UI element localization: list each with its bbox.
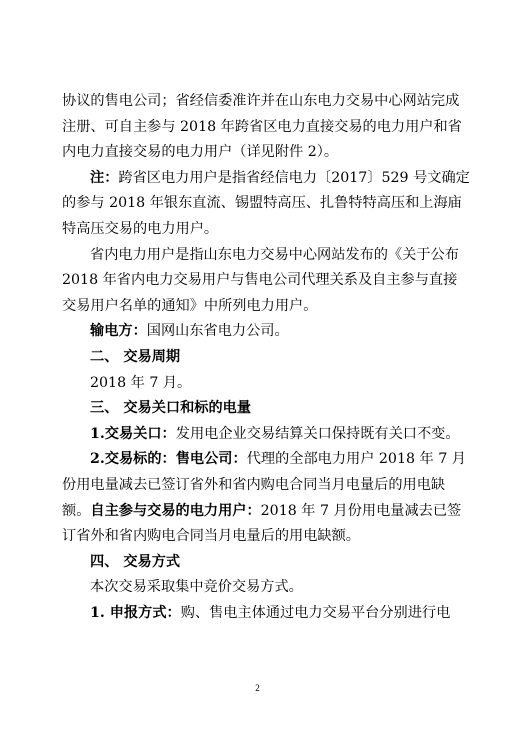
text-line: 协议的售电公司；省经信委准许并在山东电力交易中心网站完成 [62, 93, 460, 109]
note-line: 注：跨省区电力用户是指省经信电力〔2017〕529 号文确定 [90, 169, 470, 186]
declaration-method-line: 1. 申报方式：购、售电主体通过电力交易平台分别进行电 [90, 604, 451, 621]
text-line: 内电力直接交易的电力用户（详见附件 2）。 [62, 144, 339, 161]
transmission-party-label: 输电方： [90, 323, 147, 340]
text-line: 的参与 2018 年银东直流、锡盟特高压、扎鲁特特高压和上海庙 [62, 195, 462, 212]
section-heading-trading-period: 二、 交易周期 [90, 348, 181, 365]
trading-target-label: 2.交易标的：售电公司： [90, 451, 247, 468]
document-body [62, 89, 470, 626]
declaration-method-label: 1. 申报方式： [90, 604, 181, 621]
section-heading-trading-gateway: 三、 交易关口和标的电量 [90, 400, 252, 417]
text-line: 省内电力用户是指山东电力交易中心网站发布的《关于公布 [90, 246, 459, 263]
text-line: 份用电量减去已签订省外和省内购电合同当月电量后的用电缺 [62, 476, 446, 493]
text-line: 2018 年 7 月。 [90, 374, 192, 391]
text-line: 注册、可自主参与 2018 年跨省区电力直接交易的电力用户和省 [62, 118, 462, 135]
self-participating-user-label: 自主参与交易的电力用户： [90, 502, 261, 519]
section-heading-trading-method: 四、 交易方式 [90, 553, 181, 570]
trading-target-line: 2.交易标的：售电公司：代理的全部电力用户 2018 年 7 月 [90, 451, 466, 468]
note-label: 注： [90, 169, 119, 186]
trading-gateway-label: 1.交易关口： [90, 425, 176, 442]
trading-gateway-line: 1.交易关口：发用电企业交易结算关口保持既有关口不变。 [90, 425, 460, 442]
transmission-party-line: 输电方：国网山东省电力公司。 [90, 323, 289, 340]
text-line: 特高压交易的电力用户。 [62, 220, 219, 237]
page-number: 2 [255, 683, 260, 693]
text-line: 订省外和省内购电合同当月电量后的用电缺额。 [62, 528, 360, 545]
text-line: 额。自主参与交易的电力用户：2018 年 7 月份用电量减去已签 [62, 502, 462, 519]
text-line: 2018 年省内电力交易用户与售电公司代理关系及自主参与直接 [62, 272, 458, 289]
text-line: 交易用户名单的通知》中所列电力用户。 [62, 297, 318, 314]
text-line: 本次交易采取集中竞价交易方式。 [90, 579, 303, 596]
